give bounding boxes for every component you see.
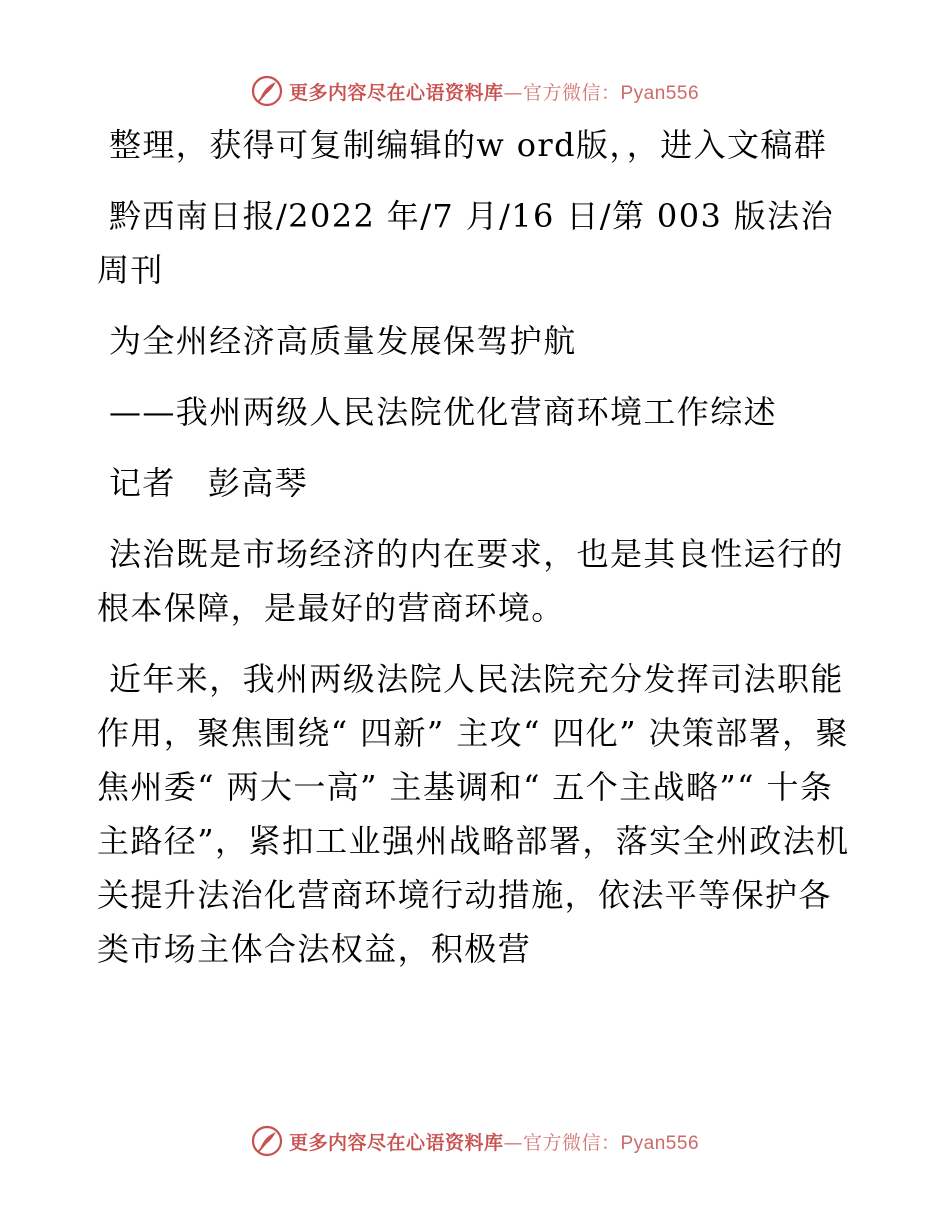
watermark-separator: — — [503, 1131, 523, 1154]
source-line: 黔西南日报/2022 年/7 月/16 日/第 003 版法治周刊 — [97, 197, 834, 289]
byline-name: 彭高琴 — [207, 464, 309, 502]
byline-role: 记者 — [109, 464, 176, 502]
watermark-id: Pyan556 — [620, 1132, 700, 1154]
byline — [97, 456, 857, 510]
intro-paragraph: 整理，获得可复制编辑的w ord版，，进入文稿群 — [109, 126, 828, 164]
body-paragraph: 近年来，我州两级法院人民法院充分发挥司法职能作用，聚焦围绕“ 四新” 主攻“ 四化” 决策部署，聚焦州委“ 两大一高” 主基调和“ 五个主战略”“ 十条主路径”，紧扣工业强州战略部署，落实全州政法机关提升法治化营商环境行动措施，依法平等保护各类市场主体合法权益，积极营 — [97, 660, 850, 968]
watermark-main: 更多内容尽在心语资料库 — [288, 1131, 504, 1154]
watermark-id: Pyan556 — [620, 82, 700, 104]
article-title: 为全州经济高质量发展保驾护航 — [109, 322, 577, 360]
footer-watermark — [0, 1121, 950, 1161]
watermark-separator: — — [503, 81, 523, 104]
watermark-main: 更多内容尽在心语资料库 — [288, 81, 504, 104]
watermark-text — [289, 1128, 699, 1155]
body-paragraph: 法治既是市场经济的内在要求，也是其良性运行的根本保障，是最好的营商环境。 — [97, 535, 844, 627]
watermark-text — [289, 78, 699, 105]
feather-quill-logo-icon — [251, 75, 283, 107]
header-watermark — [0, 71, 950, 111]
watermark-sub: 官方微信： — [522, 81, 621, 104]
feather-quill-logo-icon — [251, 1125, 283, 1157]
article-subtitle: ——我州两级人民法院优化营商环境工作综述 — [109, 393, 778, 431]
document-body — [97, 118, 857, 993]
watermark-sub: 官方微信： — [522, 1131, 621, 1154]
